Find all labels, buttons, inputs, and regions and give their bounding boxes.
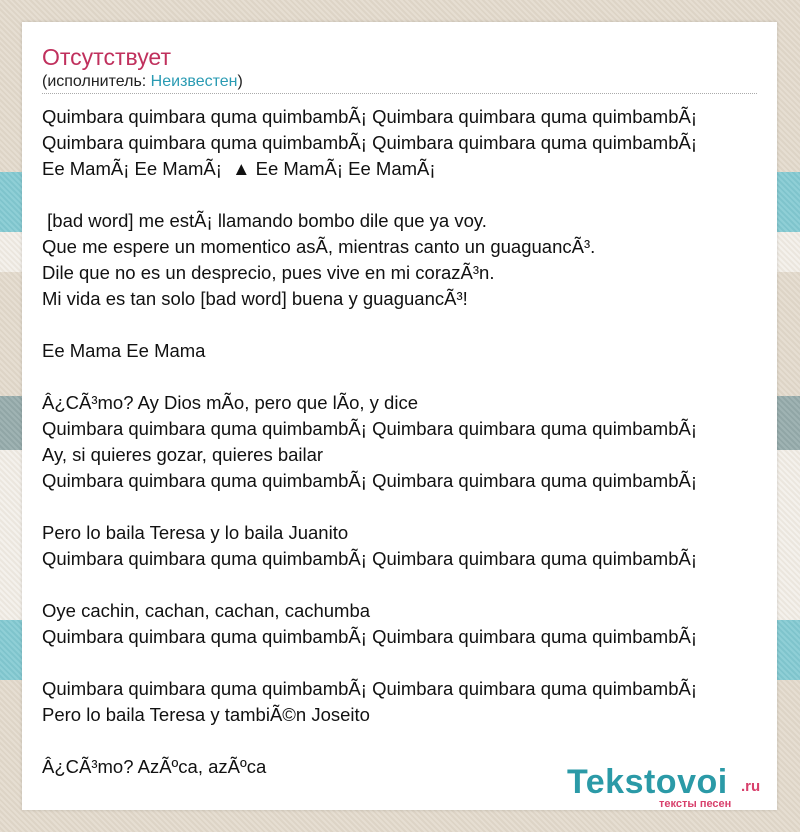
lyric-line: Â¿CÃ³mo? Ay Dios mÃo, pero que lÃo, y dice [42, 392, 418, 413]
lyric-blank-line [42, 728, 772, 754]
title-divider [42, 93, 757, 94]
lyric-line: Quimbara quimbara quma quimbambÃ¡ Quimbara quimbara quma quimbambÃ¡ [42, 470, 697, 491]
lyric-line: Dile que no es un desprecio, pues vive en mi corazÃ³n. [42, 262, 495, 283]
lyric-blank-line [42, 572, 772, 598]
lyric-line: Quimbara quimbara quma quimbambÃ¡ Quimbara quimbara quma quimbambÃ¡ [42, 132, 697, 153]
lyric-blank-line [42, 650, 772, 676]
lyric-line: [bad word] me estÃ¡ llamando bombo dile que ya voy. [42, 210, 487, 231]
lyric-line: Quimbara quimbara quma quimbambÃ¡ Quimbara quimbara quma quimbambÃ¡ [42, 106, 697, 127]
lyrics-card [22, 22, 777, 810]
lyric-blank-line [42, 312, 772, 338]
artist-suffix: ) [237, 73, 243, 90]
logo-tld: .ru [741, 778, 761, 795]
lyric-line: Pero lo baila Teresa y tambiÃ©n Joseito [42, 704, 370, 725]
lyric-line: Oye cachin, cachan, cachan, cachumba [42, 600, 371, 621]
logo-text: Tekstovoi [567, 763, 728, 801]
lyric-line: Quimbara quimbara quma quimbambÃ¡ Quimbara quimbara quma quimbambÃ¡ [42, 548, 697, 569]
lyric-line: Mi vida es tan solo [bad word] buena y guaguancÃ³! [42, 288, 468, 309]
lyric-line: Quimbara quimbara quma quimbambÃ¡ Quimbara quimbara quma quimbambÃ¡ [42, 418, 697, 439]
lyrics-body [42, 104, 772, 780]
lyric-line: Â¿CÃ³mo? AzÃºca, azÃºca [42, 756, 267, 777]
lyric-blank-line [42, 494, 772, 520]
lyric-line: Ee Mama Ee Mama [42, 340, 206, 361]
lyric-blank-line [42, 182, 772, 208]
artist-prefix: (исполнитель: [42, 73, 151, 90]
lyric-line: Quimbara quimbara quma quimbambÃ¡ Quimbara quimbara quma quimbambÃ¡ [42, 626, 697, 647]
lyric-blank-line [42, 364, 772, 390]
lyric-line: Ee MamÃ¡ Ee MamÃ¡ ▲ Ee MamÃ¡ Ee MamÃ¡ [42, 158, 436, 179]
artist-link[interactable]: Неизвестен [150, 73, 238, 90]
song-title: Отсутствует [42, 44, 171, 70]
lyric-line: Ay, si quieres gozar, quieres bailar [42, 444, 324, 465]
site-logo[interactable] [567, 762, 772, 812]
lyric-line: Pero lo baila Teresa y lo baila Juanito [42, 522, 349, 543]
lyric-line: Quimbara quimbara quma quimbambÃ¡ Quimbara quimbara quma quimbambÃ¡ [42, 678, 697, 699]
lyric-line: Que me espere un momentico asÃ, mientras canto un guaguancÃ³. [42, 236, 596, 257]
artist-line [42, 72, 243, 92]
logo-tagline: тексты песен [659, 798, 732, 810]
